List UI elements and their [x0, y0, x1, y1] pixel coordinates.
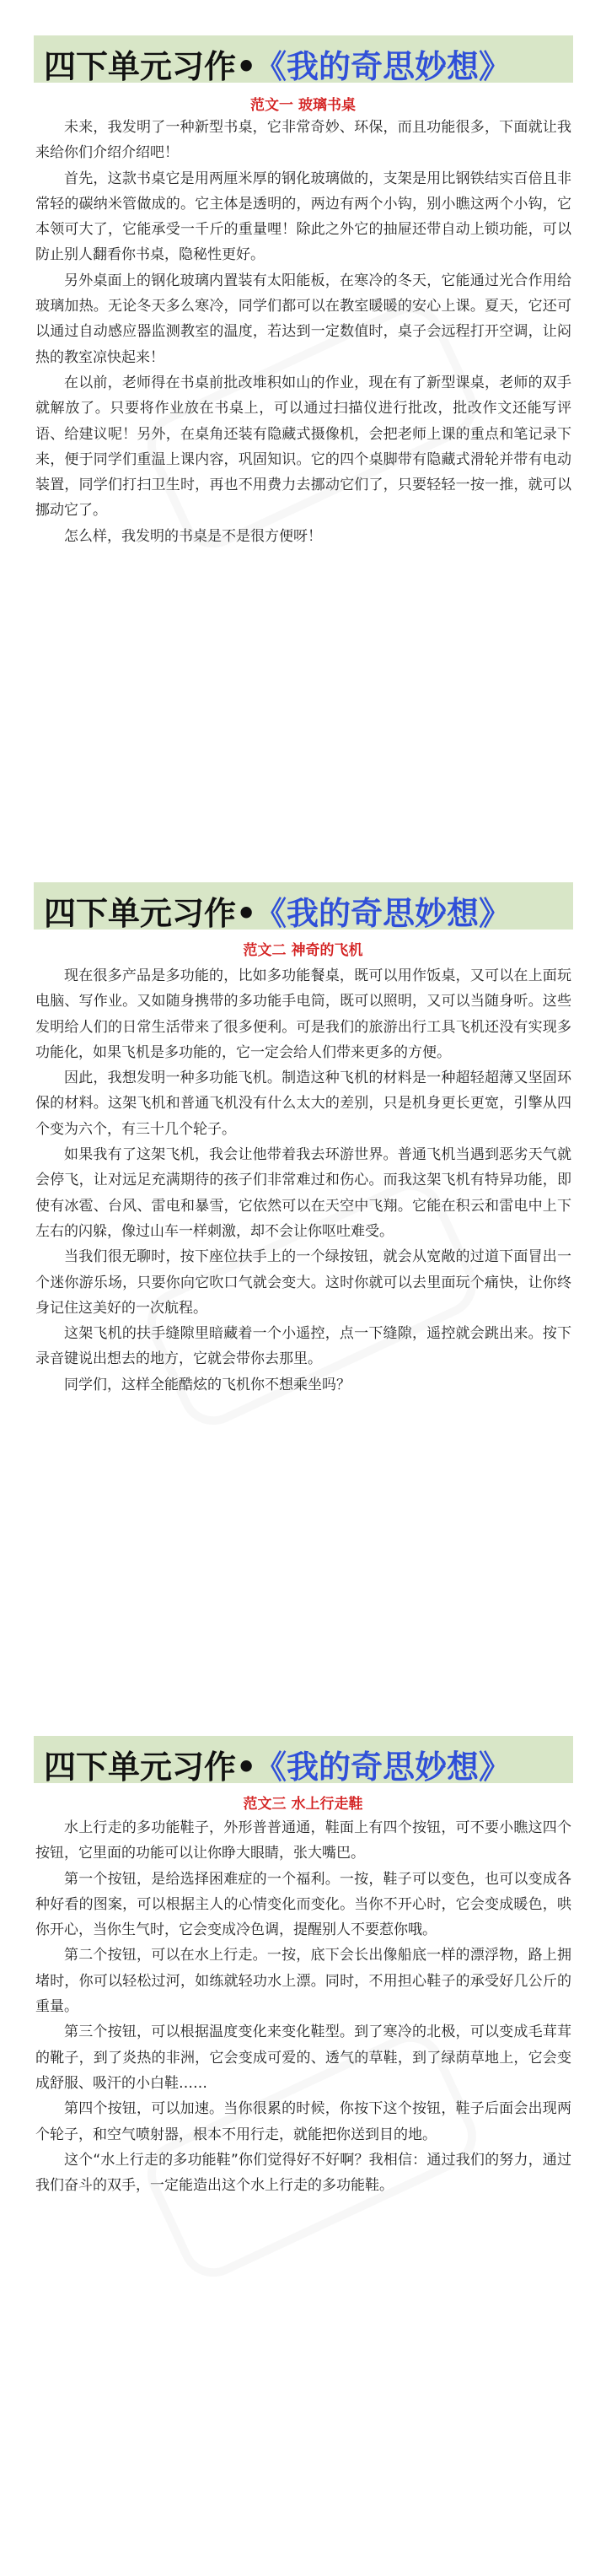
- paragraph: 当我们很无聊时，按下座位扶手上的一个绿按钮，就会从宽敞的过道下面冒出一个迷你游乐场，只要你向它吹口气就会变大。这时你就可以去里面玩个痛快，让你终身记住这美好的一次航程。: [35, 1248, 571, 1317]
- banner-title-prefix: 四下单元习作•: [44, 1749, 257, 1786]
- paragraph: 这架飞机的扶手缝隙里暗藏着一个小遥控，点一下缝隙，遥控就会跳出来。按下录音键说出想去的地方，它就会带你去那里。: [35, 1325, 571, 1368]
- paragraph: 现在很多产品是多功能的，比如多功能餐桌，既可以用作饭桌，又可以在上面玩电脑、写作业。又如随身携带的多功能手电筒，既可以照明，又可以当随身听。这些发明给人们的日常生活带来了很多便利。可是我们的旅游出行工具飞机还没有实现多功能化，如果飞机是多功能的，它一定会给人们带来更多的方便。: [35, 967, 571, 1061]
- essay-subtitle: 范文一 玻璃书桌: [250, 97, 356, 114]
- paragraph: 第一个按钮，是给选择困难症的一个福利。一按，鞋子可以变色，也可以变成各种好看的图案，可以根据主人的心情变化而变化。当你不开心时，它会变成暖色，哄你开心，当你生气时，它会变成冷色调，提醒别人不要惹你哦。: [35, 1870, 571, 1939]
- banner-title-book: 《我的奇思妙想》: [255, 48, 512, 85]
- paragraph: 未来，我发明了一种新型书桌，它非常奇妙、环保，而且功能很多，下面就让我来给你们介绍介绍吧！: [35, 119, 571, 162]
- paragraph: 第三个按钮，可以根据温度变化来变化鞋型。到了寒冷的北极，可以变成毛茸茸的靴子，到了炎热的非洲，它会变成可爱的、透气的草鞋，到了绿荫草地上，它会变成舒服、吸汗的小白鞋……: [35, 2024, 571, 2092]
- paragraph: 因此，我想发明一种多功能飞机。制造这种飞机的材料是一种超轻超薄又坚固环保的材料。这架飞机和普通飞机没有什么太大的差别，只是机身更长更宽，引擎从四个变为六个，有三十几个轮子。: [35, 1070, 571, 1138]
- paragraph: 第四个按钮，可以加速。当你很累的时候，你按下这个按钮，鞋子后面会出现两个轮子，和空气喷射器，根本不用行走，就能把你送到目的地。: [35, 2100, 571, 2143]
- section-banner: [34, 35, 573, 83]
- paragraph: 另外桌面上的钢化玻璃内置装有太阳能板，在寒冷的冬天，它能通过光合作用给玻璃加热。无论冬天多么寒冷，同学们都可以在教室暖暖的安心上课。夏天，它还可以通过自动感应器监测教室的温度，若达到一定数值时，桌子会远程打开空调，让闷热的教室凉快起来！: [35, 272, 571, 366]
- banner-title-prefix: 四下单元习作•: [44, 895, 257, 932]
- paragraph: 同学们，这样全能酷炫的飞机你不想乘坐吗？: [64, 1376, 351, 1393]
- section-banner: [34, 1736, 573, 1786]
- paragraph: 第二个按钮，可以在水上行走。一按，底下会长出像船底一样的漂浮物，路上拥堵时，你可以轻松过河，如练就轻功水上漂。同时，不用担心鞋子的承受好几公斤的重量。: [35, 1947, 571, 2016]
- banner-title-book: 《我的奇思妙想》: [255, 895, 512, 932]
- banner-title-book: 《我的奇思妙想》: [255, 1749, 512, 1786]
- essay-subtitle: 范文三 水上行走鞋: [243, 1796, 363, 1813]
- paragraph: 在以前，老师得在书桌前批改堆积如山的作业，现在有了新型课桌，老师的双手就解放了。只要将作业放在书桌上，可以通过扫描仪进行批改，批改作文还能写评语、给建议呢！另外，在桌角还装有隐藏式摄像机，会把老师上课的重点和笔记录下来，便于同学们重温上课内容，巩固知识。它的四个桌脚带有隐藏式滑轮并带有电动装置，同学们打扫卫生时，再也不用费力去挪动它们了，只要轻轻一按一推，就可以挪动它了。: [35, 374, 571, 520]
- paragraph: 这个“水上行走的多功能鞋”你们觉得好不好啊？我相信：通过我们的努力，通过我们奋斗的双手，一定能造出这个水上行走的多功能鞋。: [35, 2151, 571, 2195]
- paragraph: 如果我有了这架飞机，我会让他带着我去环游世界。普通飞机当遇到恶劣天气就会停飞，让对远足充满期待的孩子们非常难过和伤心。而我这架飞机有特异功能，即使有冰雹、台风、雷电和暴雪，它依然可以在天空中飞翔。它能在积云和雷电中上下左右的闪躲，像过山车一样刺激，却不会让你呕吐难受。: [35, 1146, 571, 1240]
- section-banner: [34, 882, 573, 930]
- paragraph: 首先，这款书桌它是用两厘米厚的钢化玻璃做的，支架是用比钢铁结实百倍且非常轻的碳纳米管做成的。它主体是透明的，两边有两个小钩，别小瞧这两个小钩，它本领可大了，它能承受一千斤的重量哩！除此之外它的抽屉还带自动上锁功能，可以防止别人翻看你书桌，隐秘性更好。: [35, 170, 571, 264]
- banner-title-prefix: 四下单元习作•: [44, 48, 257, 85]
- paragraph: 怎么样，我发明的书桌是不是很方便呀！: [64, 527, 322, 545]
- paragraph: 水上行走的多功能鞋子，外形普普通通，鞋面上有四个按钮，可不要小瞧这四个按钮，它里面的功能可以让你睁大眼睛，张大嘴巴。: [35, 1819, 571, 1862]
- essay-subtitle: 范文二 神奇的飞机: [243, 942, 363, 959]
